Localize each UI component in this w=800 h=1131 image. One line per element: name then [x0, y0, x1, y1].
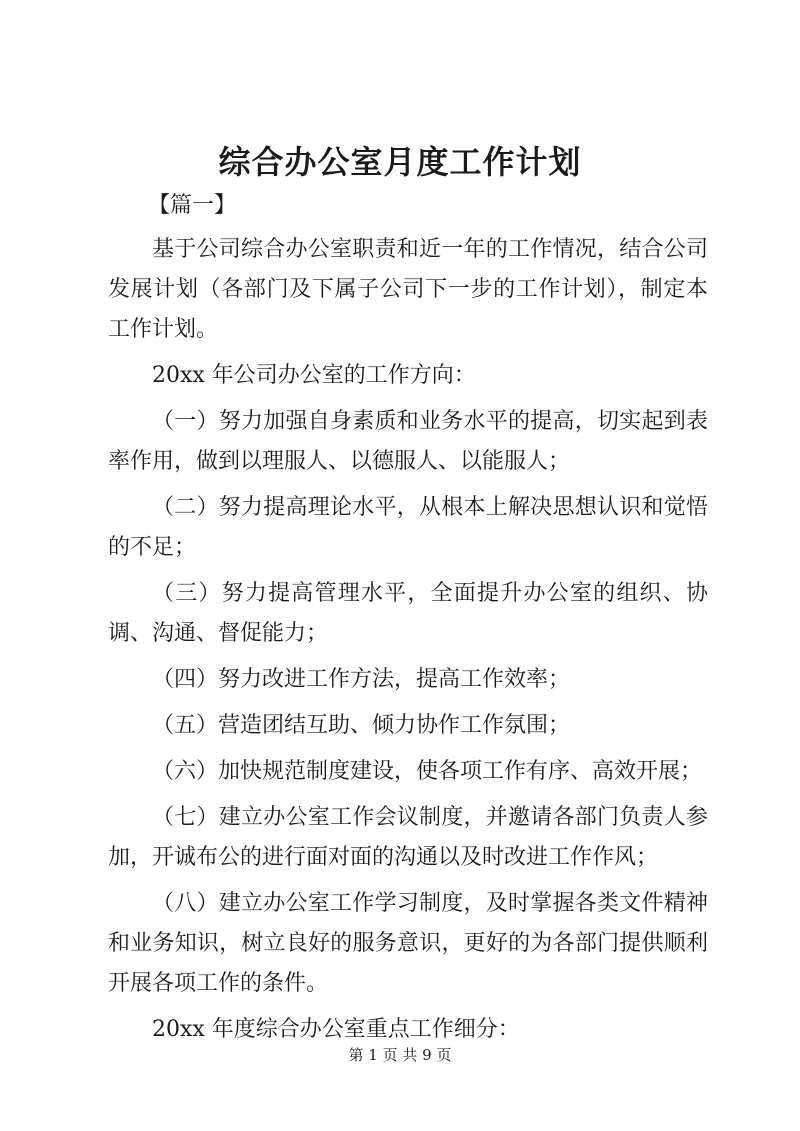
paragraph-item-1: （一）努力加强自身素质和业务水平的提高，切实起到表率作用，做到以理服人、以德服人、以能服人；	[108, 409, 708, 474]
paragraph-item-8: （八）建立办公室工作学习制度，及时掌握各类文件精神和业务知识，树立良好的服务意识，更好的为各部门提供顺利开展各项工作的条件。	[108, 891, 708, 996]
paragraph-item-2: （二）努力提高理论水平，从根本上解决思想认识和觉悟的不足；	[108, 495, 708, 560]
paragraph-focus-heading: 20xx 年度综合办公室重点工作细分：	[152, 1017, 520, 1042]
paragraph-item-4: （四）努力改进工作方法，提高工作效率；	[152, 667, 571, 692]
paragraph-item-7: （七）建立办公室工作会议制度，并邀请各部门负责人参加，开诚布公的进行面对面的沟通以及时改进工作作风；	[108, 805, 708, 870]
page-footer: 第 1 页 共 9 页	[348, 1046, 452, 1064]
paragraph-direction-heading: 20xx 年公司办公室的工作方向：	[152, 363, 476, 388]
document-body	[108, 186, 708, 1056]
section-label: 【篇一】	[148, 193, 237, 218]
paragraph-intro: 基于公司综合办公室职责和近一年的工作情况，结合公司发展计划（各部门及下属子公司下一步的工作计划），制定本工作计划。	[108, 237, 708, 342]
paragraph-item-5: （五）营造团结互助、倾力协作工作氛围；	[152, 713, 571, 738]
page-title: 综合办公室月度工作计划	[218, 143, 582, 181]
paragraph-item-6: （六）加快规范制度建设，使各项工作有序、高效开展；	[152, 759, 703, 784]
paragraph-item-3: （三）努力提高管理水平，全面提升办公室的组织、协调、沟通、督促能力；	[108, 581, 708, 646]
